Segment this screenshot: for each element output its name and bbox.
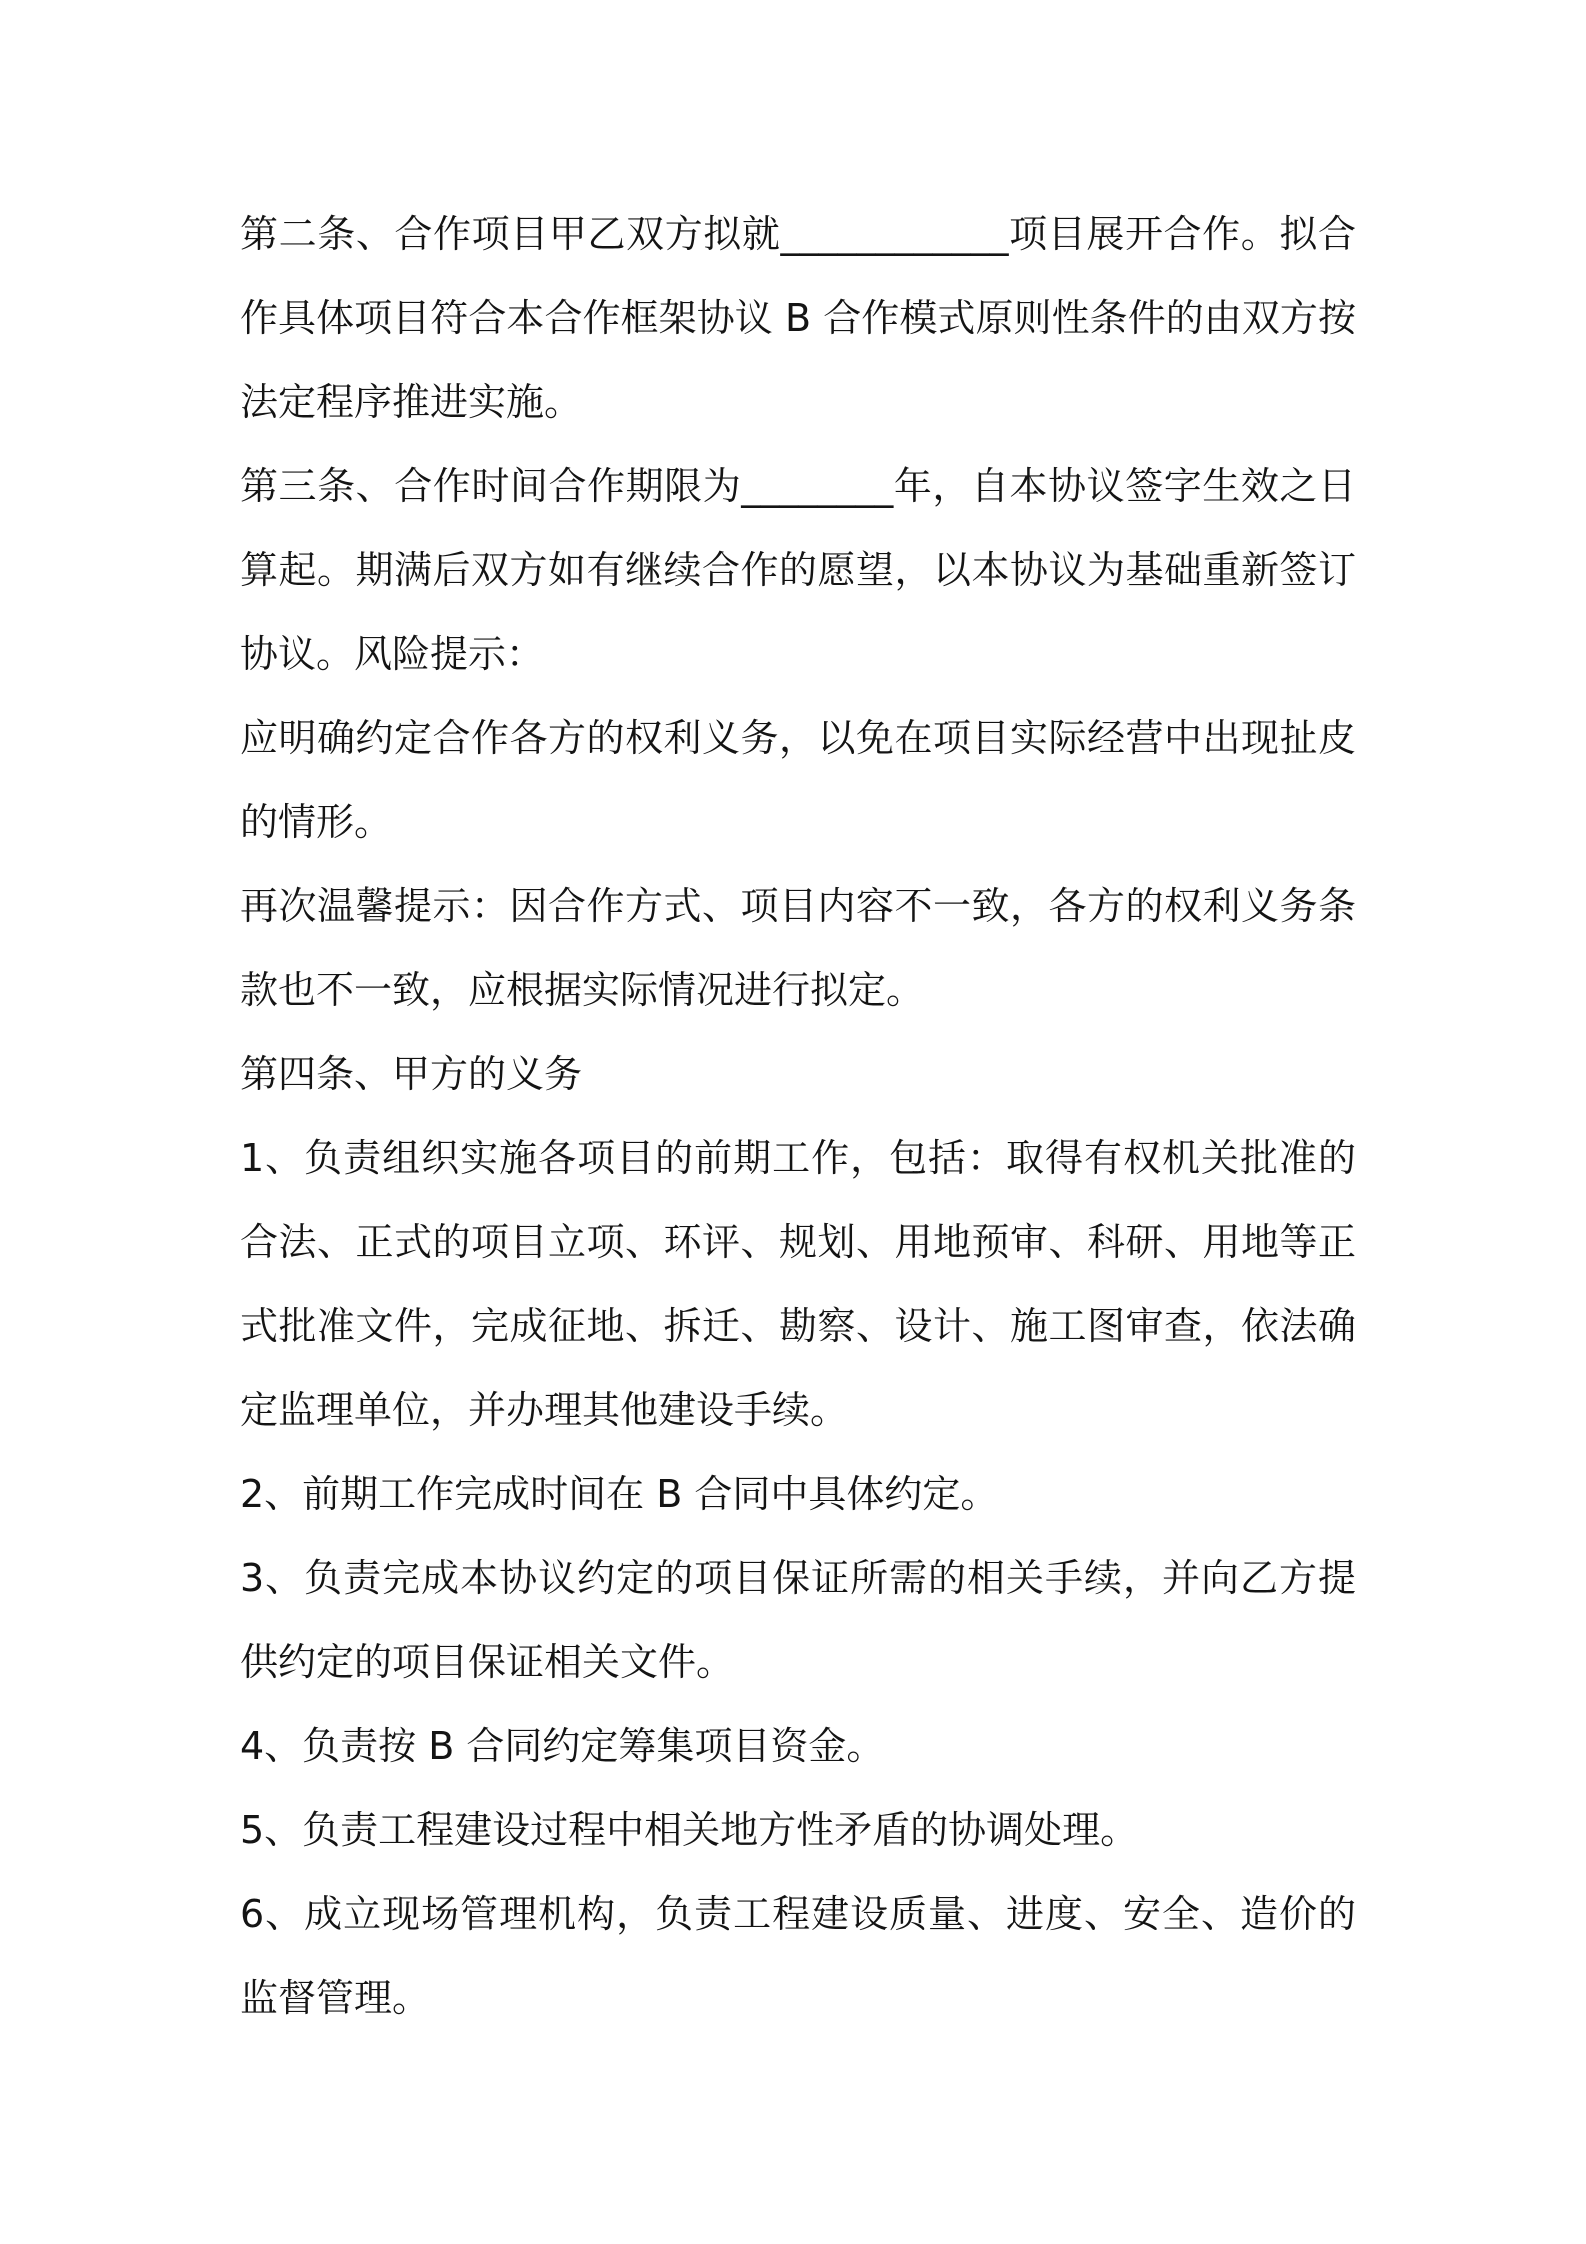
list-item-4: 4、负责按 B 合同约定筹集项目资金。 — [240, 1724, 885, 1768]
paragraph-article-4-heading: 第四条、甲方的义务 — [240, 1052, 583, 1096]
paragraph-article-2: 第二条、合作项目甲乙双方拟就____________项目展开合作。拟合作具体项目符合本合作框架协议 B 合作模式原则性条件的由双方按法定程序推进实施。 — [240, 212, 1356, 424]
paragraph-risk-note: 应明确约定合作各方的权利义务，以免在项目实际经营中出现扯皮的情形。 — [240, 716, 1356, 844]
paragraph-article-3: 第三条、合作时间合作期限为________年，自本协议签字生效之日算起。期满后双方如有继续合作的愿望，以本协议为基础重新签订协议。风险提示： — [240, 464, 1356, 676]
list-item-3: 3、负责完成本协议约定的项目保证所需的相关手续，并向乙方提供约定的项目保证相关文件。 — [240, 1556, 1356, 1684]
paragraph-reminder: 再次温馨提示：因合作方式、项目内容不一致，各方的权利义务条款也不一致，应根据实际情况进行拟定。 — [240, 884, 1356, 1012]
list-item-5: 5、负责工程建设过程中相关地方性矛盾的协调处理。 — [240, 1808, 1139, 1852]
document-body — [240, 192, 1356, 2040]
list-item-1: 1、负责组织实施各项目的前期工作，包括：取得有权机关批准的合法、正式的项目立项、环评、规划、用地预审、科研、用地等正式批准文件，完成征地、拆迁、勘察、设计、施工图审查，依法确定监理单位，并办理其他建设手续。 — [240, 1136, 1356, 1432]
list-item-6: 6、成立现场管理机构，负责工程建设质量、进度、安全、造价的监督管理。 — [240, 1892, 1356, 2020]
list-item-2: 2、前期工作完成时间在 B 合同中具体约定。 — [240, 1472, 999, 1516]
